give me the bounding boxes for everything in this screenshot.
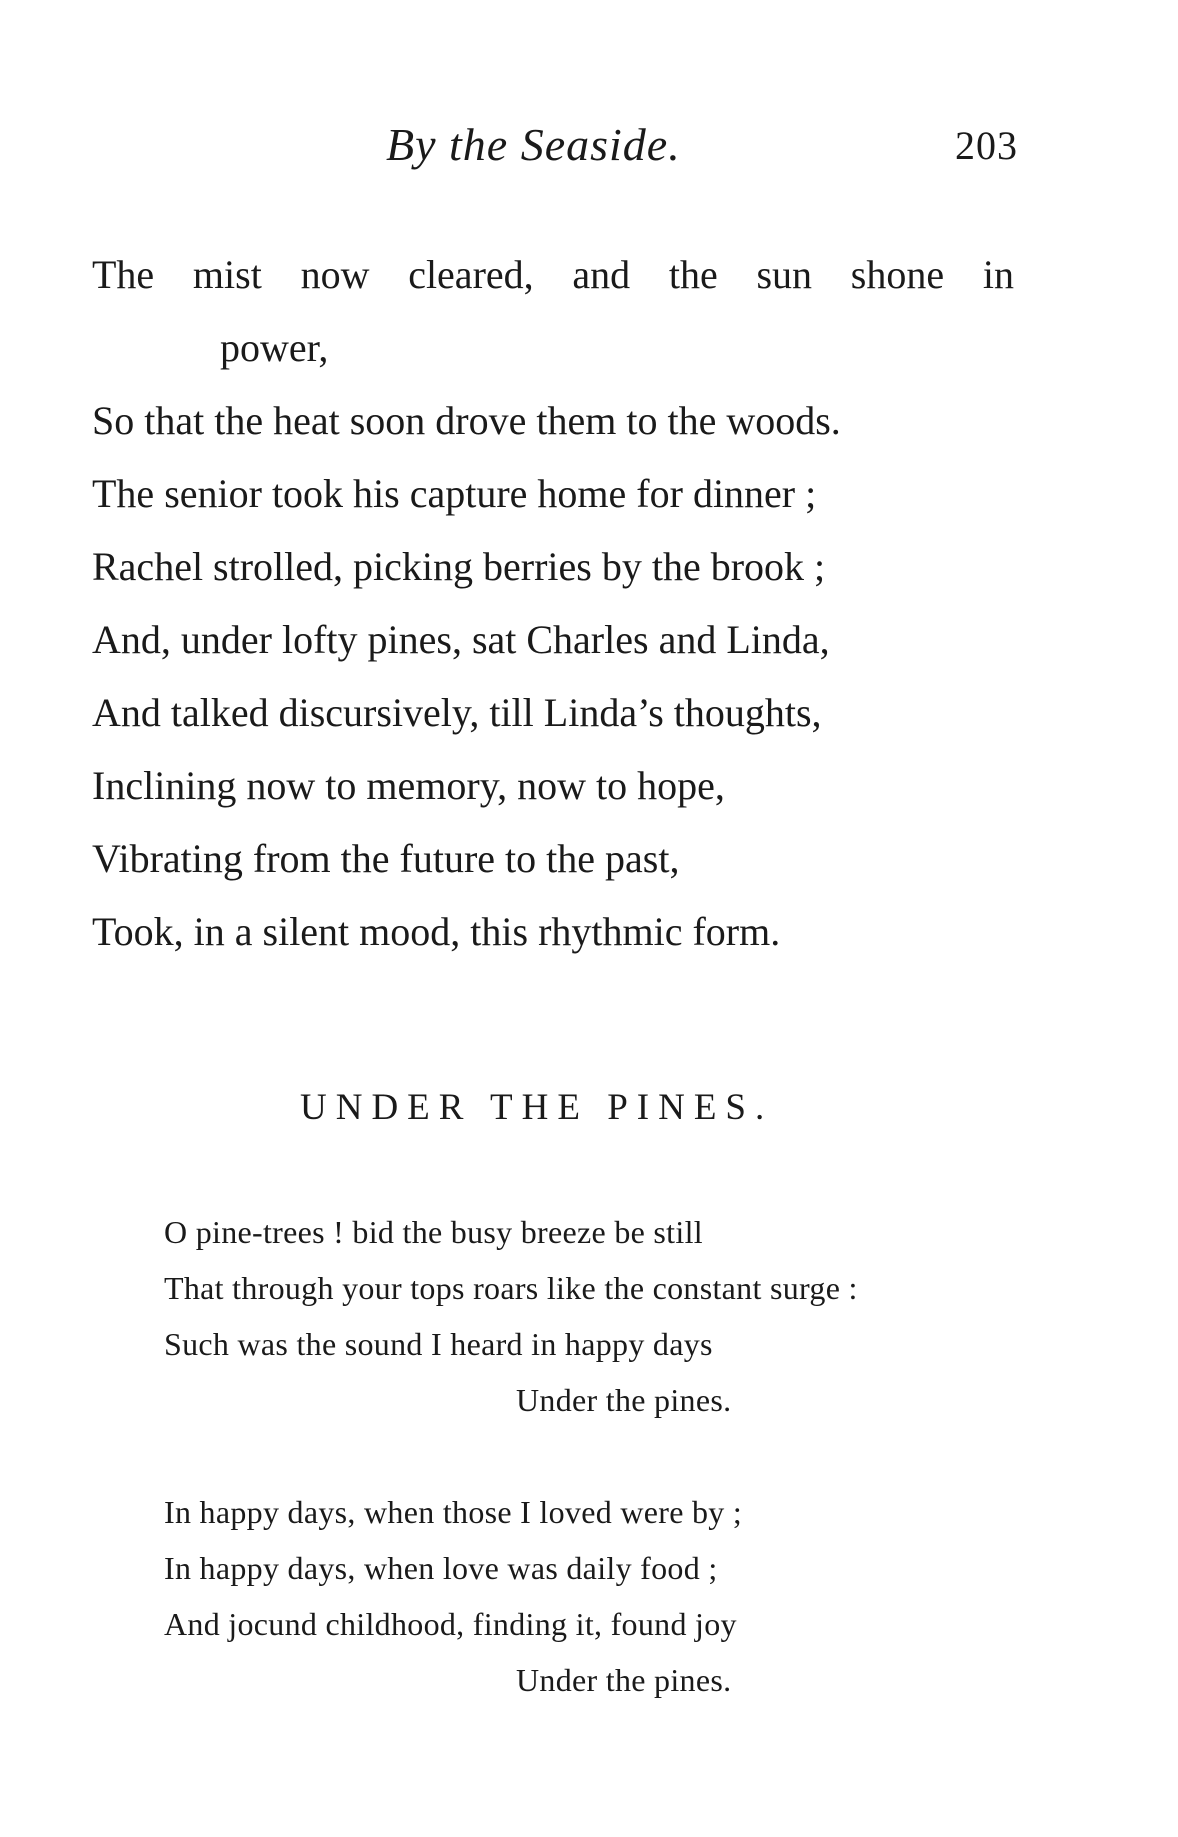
narrative-line: The senior took his capture home for dinner ; xyxy=(92,471,817,516)
poem-title: UNDER THE PINES. xyxy=(300,1087,774,1128)
narrative-line-1-continuation: power, xyxy=(220,325,329,370)
narrative-line: So that the heat soon drove them to the woods. xyxy=(92,398,841,443)
running-title: By the Seaside. xyxy=(386,119,681,170)
word: shone xyxy=(850,252,945,297)
narrative-line: Inclining now to memory, now to hope, xyxy=(92,763,725,808)
narrative-line: Rachel strolled, picking berries by the brook ; xyxy=(92,544,826,589)
word: in xyxy=(982,252,1014,297)
word: the xyxy=(668,252,718,297)
narrative-line: Took, in a silent mood, this rhythmic form. xyxy=(92,909,781,954)
word: mist xyxy=(192,252,262,297)
stanza-2 xyxy=(164,1484,1044,1708)
word: now xyxy=(300,252,370,297)
word: and xyxy=(572,252,631,297)
narrative-line-1 xyxy=(92,238,1014,311)
narrative-line: And, under lofty pines, sat Charles and Linda, xyxy=(92,617,830,662)
refrain-line: Under the pines. xyxy=(516,1382,732,1418)
word: sun xyxy=(756,252,813,297)
stanza-1 xyxy=(164,1204,1044,1428)
verse-line: In happy days, when love was daily food ; xyxy=(164,1550,718,1586)
verse-line: And jocund childhood, finding it, found joy xyxy=(164,1606,737,1642)
word: cleared, xyxy=(408,252,534,297)
verse-line: Such was the sound I heard in happy days xyxy=(164,1326,713,1362)
refrain-line: Under the pines. xyxy=(516,1662,732,1698)
narrative-line: Vibrating from the future to the past, xyxy=(92,836,680,881)
page-number: 203 xyxy=(955,123,1018,168)
verse-line: In happy days, when those I loved were by ; xyxy=(164,1494,743,1530)
running-head xyxy=(0,118,1178,178)
word: The xyxy=(92,252,155,297)
verse-line: O pine-trees ! bid the busy breeze be still xyxy=(164,1214,703,1250)
narrative-line: And talked discursively, till Linda’s thoughts, xyxy=(92,690,822,735)
narrative-verse xyxy=(92,238,1022,968)
verse-line: That through your tops roars like the constant surge : xyxy=(164,1270,858,1306)
